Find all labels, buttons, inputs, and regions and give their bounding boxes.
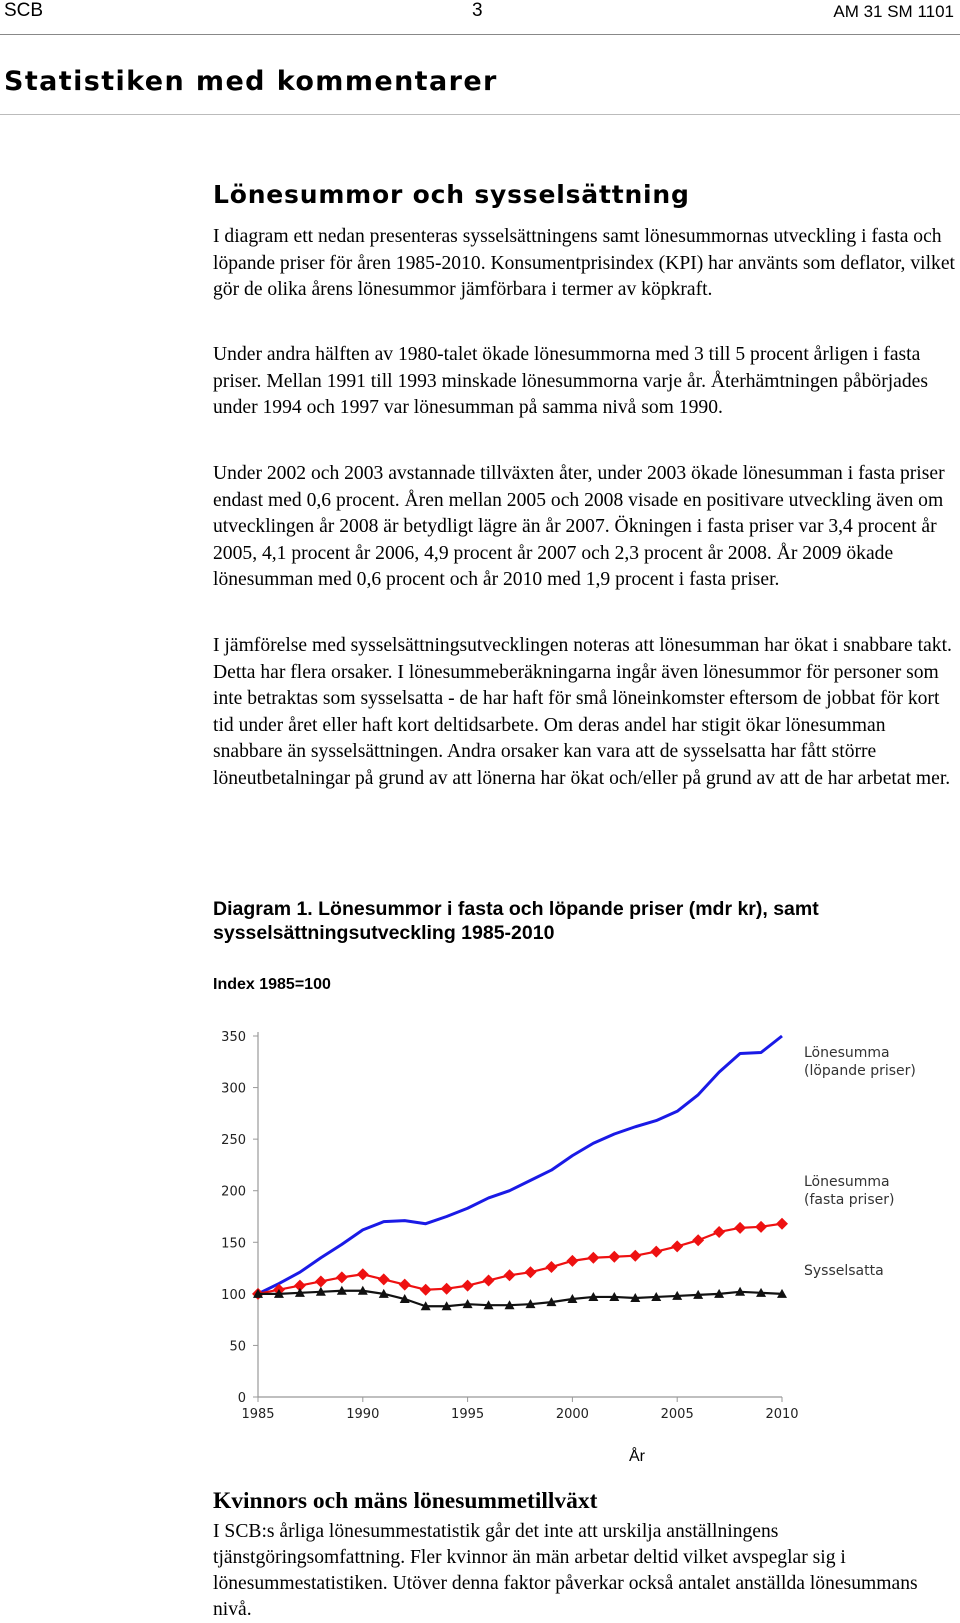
legend-label-sub: (fasta priser): [804, 1192, 895, 1208]
data-point: [357, 1268, 369, 1280]
data-point: [755, 1221, 767, 1233]
section-heading-2: Kvinnors och mäns lönesummetillväxt: [213, 1488, 598, 1514]
data-point: [734, 1222, 746, 1234]
x-axis-label: År: [629, 1448, 645, 1465]
data-point: [358, 1286, 368, 1295]
legend-label-sub: (löpande priser): [804, 1063, 916, 1079]
y-tick-label: 0: [237, 1391, 246, 1406]
data-point: [253, 1289, 263, 1298]
diagram-caption: Diagram 1. Lönesummor i fasta och löpande priser (mdr kr), samt sysselsättningsutveckling 1985-2010: [213, 898, 819, 944]
data-point: [505, 1300, 515, 1309]
section-heading: Lönesummor och sysselsättning: [213, 180, 690, 209]
data-point: [399, 1279, 411, 1291]
x-tick-label: 1985: [241, 1407, 275, 1422]
data-point: [629, 1250, 641, 1262]
data-point: [588, 1292, 598, 1301]
y-tick-label: 350: [221, 1030, 246, 1045]
data-point: [379, 1289, 389, 1298]
data-point: [274, 1289, 284, 1298]
series-line: [258, 1224, 782, 1294]
data-point: [400, 1294, 410, 1303]
data-point: [609, 1292, 619, 1301]
x-tick-label: 1990: [346, 1407, 380, 1422]
legend-label: Sysselsatta: [804, 1263, 884, 1279]
data-point: [316, 1287, 326, 1296]
data-point: [651, 1292, 661, 1301]
paragraph: I diagram ett nedan presenteras sysselsättningens samt lönesummornas utveckling i fasta och löpande priser för åren 1985-2010. Konsumentprisindex (KPI) har använts som deflator, vilket gör de olika årens lönesummor jämförbara i termer av köpkraft.: [213, 226, 955, 301]
data-point: [504, 1269, 516, 1281]
header-right: AM 31 SM 1101: [833, 2, 954, 21]
series-line: [258, 1291, 782, 1306]
legend-label: Lönesumma: [804, 1174, 890, 1190]
page-title: Statistiken med kommentarer: [4, 66, 498, 97]
header-divider: [0, 34, 960, 35]
data-point: [337, 1286, 347, 1295]
data-point: [295, 1288, 305, 1297]
data-point: [462, 1280, 474, 1292]
data-point: [315, 1275, 327, 1287]
data-point: [294, 1280, 306, 1292]
x-tick-label: 1995: [451, 1407, 485, 1422]
data-point: [630, 1293, 640, 1302]
data-point: [566, 1255, 578, 1267]
data-point: [420, 1284, 432, 1296]
x-tick-label: 2010: [765, 1407, 799, 1422]
data-point: [546, 1297, 556, 1306]
data-point: [713, 1226, 725, 1238]
paragraph: Under 2002 och 2003 avstannade tillväxten åter, under 2003 ökade lönesumman i fasta priser endast med 0,6 procent. Åren mellan 2005 och 2008 visade en positivare utveckling även om utvecklingen år 2008 är betydligt lägre än år 2007. Ökningen i fasta priser var 3,4 procent år 2005, 4,1 procent år 2006, 4,9 procent år 2007 och 2,3 procent år 2008. År 2009 ökade lönesumman med 0,6 procent och år 2010 med 1,9 procent i fasta priser.: [213, 463, 945, 591]
data-point: [525, 1299, 535, 1308]
data-point: [692, 1234, 704, 1246]
data-point: [463, 1299, 473, 1308]
data-point: [378, 1273, 390, 1285]
data-point: [252, 1288, 264, 1300]
data-point: [671, 1240, 683, 1252]
paragraph: Under andra hälften av 1980-talet ökade lönesummorna med 3 till 5 procent årligen i fasta priser. Mellan 1991 till 1993 minskade lönesummorna varje år. Återhämtningen påbörjades under 1994 och 1997 var lönesumman på samma nivå som 1990.: [213, 344, 928, 419]
y-tick-label: 300: [221, 1081, 246, 1097]
y-tick-label: 250: [221, 1133, 246, 1149]
paragraph: I jämförelse med sysselsättningsutvecklingen noteras att lönesumman har ökat i snabbare takt. Detta har flera orsaker. I lönesummeberäkningarna ingår även lönesummor för personer som inte betraktas som sysselsatta - de har haft för små löneinkomster eftersom de jobbat för kort tid under året eller haft kort deltidsarbete. Om deras andel har stigit ökar lönesumman snabbare än sysselsättningen. Andra orsaker kan vara att de sysselsatta har fått större löneutbetalningar på grund av att lönerna har ökat och/eller på grund av att de har arbetat mer.: [213, 635, 952, 789]
data-point: [524, 1266, 536, 1278]
y-tick-label: 150: [221, 1236, 246, 1252]
data-point: [608, 1251, 620, 1263]
series-line: [258, 1036, 782, 1294]
data-point: [484, 1300, 494, 1309]
data-point: [483, 1274, 495, 1286]
x-tick-label: 2005: [660, 1407, 694, 1422]
data-point: [756, 1288, 766, 1297]
page-number: 3: [472, 0, 483, 21]
data-point: [672, 1291, 682, 1300]
data-point: [777, 1289, 787, 1298]
header-left: SCB: [4, 0, 44, 21]
data-point: [693, 1290, 703, 1299]
data-point: [735, 1287, 745, 1296]
legend-label: Lönesumma: [804, 1045, 890, 1061]
y-tick-label: 200: [221, 1184, 246, 1200]
data-point: [650, 1246, 662, 1258]
paragraph: I SCB:s årliga lönesummestatistik går det inte att urskilja anställningens tjänstgöringsomfattning. Fler kvinnor än män arbetar deltid vilket avspeglar sig i lönesummestatistiken. Utöver denna faktor påverkar också antalet anställda lönesummans nivå.: [213, 1521, 918, 1620]
y-tick-label: 50: [229, 1339, 246, 1355]
data-point: [421, 1301, 431, 1310]
data-point: [336, 1271, 348, 1283]
data-point: [587, 1252, 599, 1264]
y-tick-label: 100: [221, 1287, 246, 1303]
x-tick-label: 2000: [555, 1407, 589, 1422]
data-point: [442, 1301, 452, 1310]
title-divider: [0, 114, 960, 115]
y-axis-unit-label: Index 1985=100: [213, 976, 331, 993]
data-point: [545, 1261, 557, 1273]
data-point: [567, 1294, 577, 1303]
data-point: [776, 1218, 788, 1230]
data-point: [714, 1289, 724, 1298]
data-point: [441, 1283, 453, 1295]
data-point: [273, 1284, 285, 1296]
